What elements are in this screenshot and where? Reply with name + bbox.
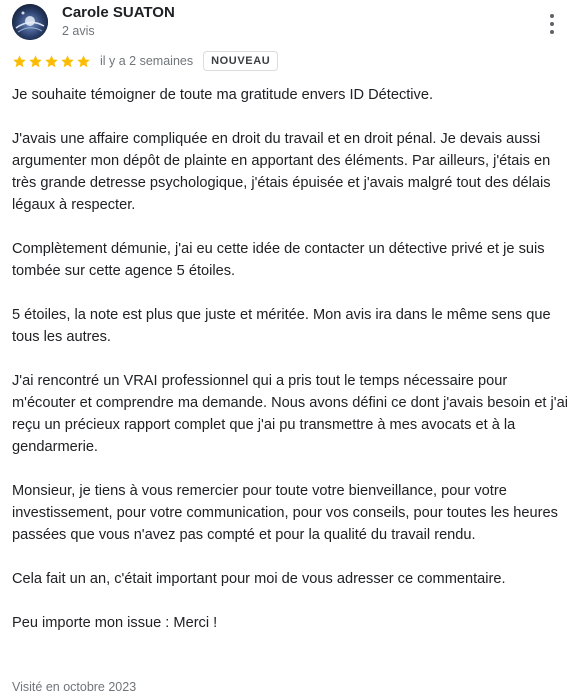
- review-text: [12, 84, 568, 656]
- star-rating: [12, 54, 91, 69]
- review-paragraph: Je souhaite témoigner de toute ma gratitude envers ID Détective.: [12, 87, 434, 103]
- star-icon: [76, 54, 91, 69]
- review-paragraph: J'ai rencontré un VRAI professionnel qui a pris tout le temps nécessaire pour m'écouter et comprendre ma demande. Nous avons défini ce dont j'avais besoin et j'ai reçu un précieux rapport complet que j'ai pu transmettre à mes avocats et à la gendarmerie.: [12, 373, 568, 455]
- review-paragraph: Monsieur, je tiens à vous remercier pour toute votre bienveillance, pour votre investissement, pour votre communication, pour vos conseils, pour toutes les heures passées que vous n'avez pas compté et pour la qualité du travail rendu.: [12, 483, 558, 543]
- star-icon: [28, 54, 43, 69]
- review-header: [12, 2, 572, 42]
- review-paragraph: Peu importe mon issue : Merci !: [12, 615, 218, 631]
- visit-date: Visité en octobre 2023: [12, 680, 137, 694]
- review-date: il y a 2 semaines: [100, 54, 194, 68]
- avatar[interactable]: [12, 4, 48, 40]
- reviewer-name[interactable]: Carole SUATON: [62, 4, 175, 21]
- new-badge: NOUVEAU: [203, 51, 278, 71]
- avatar-image: [12, 4, 48, 40]
- reviewer-review-count: 2 avis: [62, 24, 95, 38]
- star-icon: [44, 54, 59, 69]
- review-paragraph: Complètement démunie, j'ai eu cette idée de contacter un détective privé et je suis tombée sur cette agence 5 étoiles.: [12, 241, 545, 279]
- review-paragraph: 5 étoiles, la note est plus que juste et méritée. Mon avis ira dans le même sens que tous les autres.: [12, 307, 551, 345]
- review-paragraph: Cela fait un an, c'était important pour moi de vous adresser ce commentaire.: [12, 571, 506, 587]
- star-icon: [60, 54, 75, 69]
- review-paragraph: J'avais une affaire compliquée en droit du travail et en droit pénal. Je devais aussi argumenter mon dépôt de plainte en apportant des éléments. Par ailleurs, j'étais en très grande detresse psychologique, j'étais épuisée et j'avais malgré tout des délais légaux à respecter.: [12, 131, 551, 213]
- star-icon: [12, 54, 27, 69]
- more-vert-icon[interactable]: [546, 14, 558, 34]
- rating-row: [12, 48, 278, 74]
